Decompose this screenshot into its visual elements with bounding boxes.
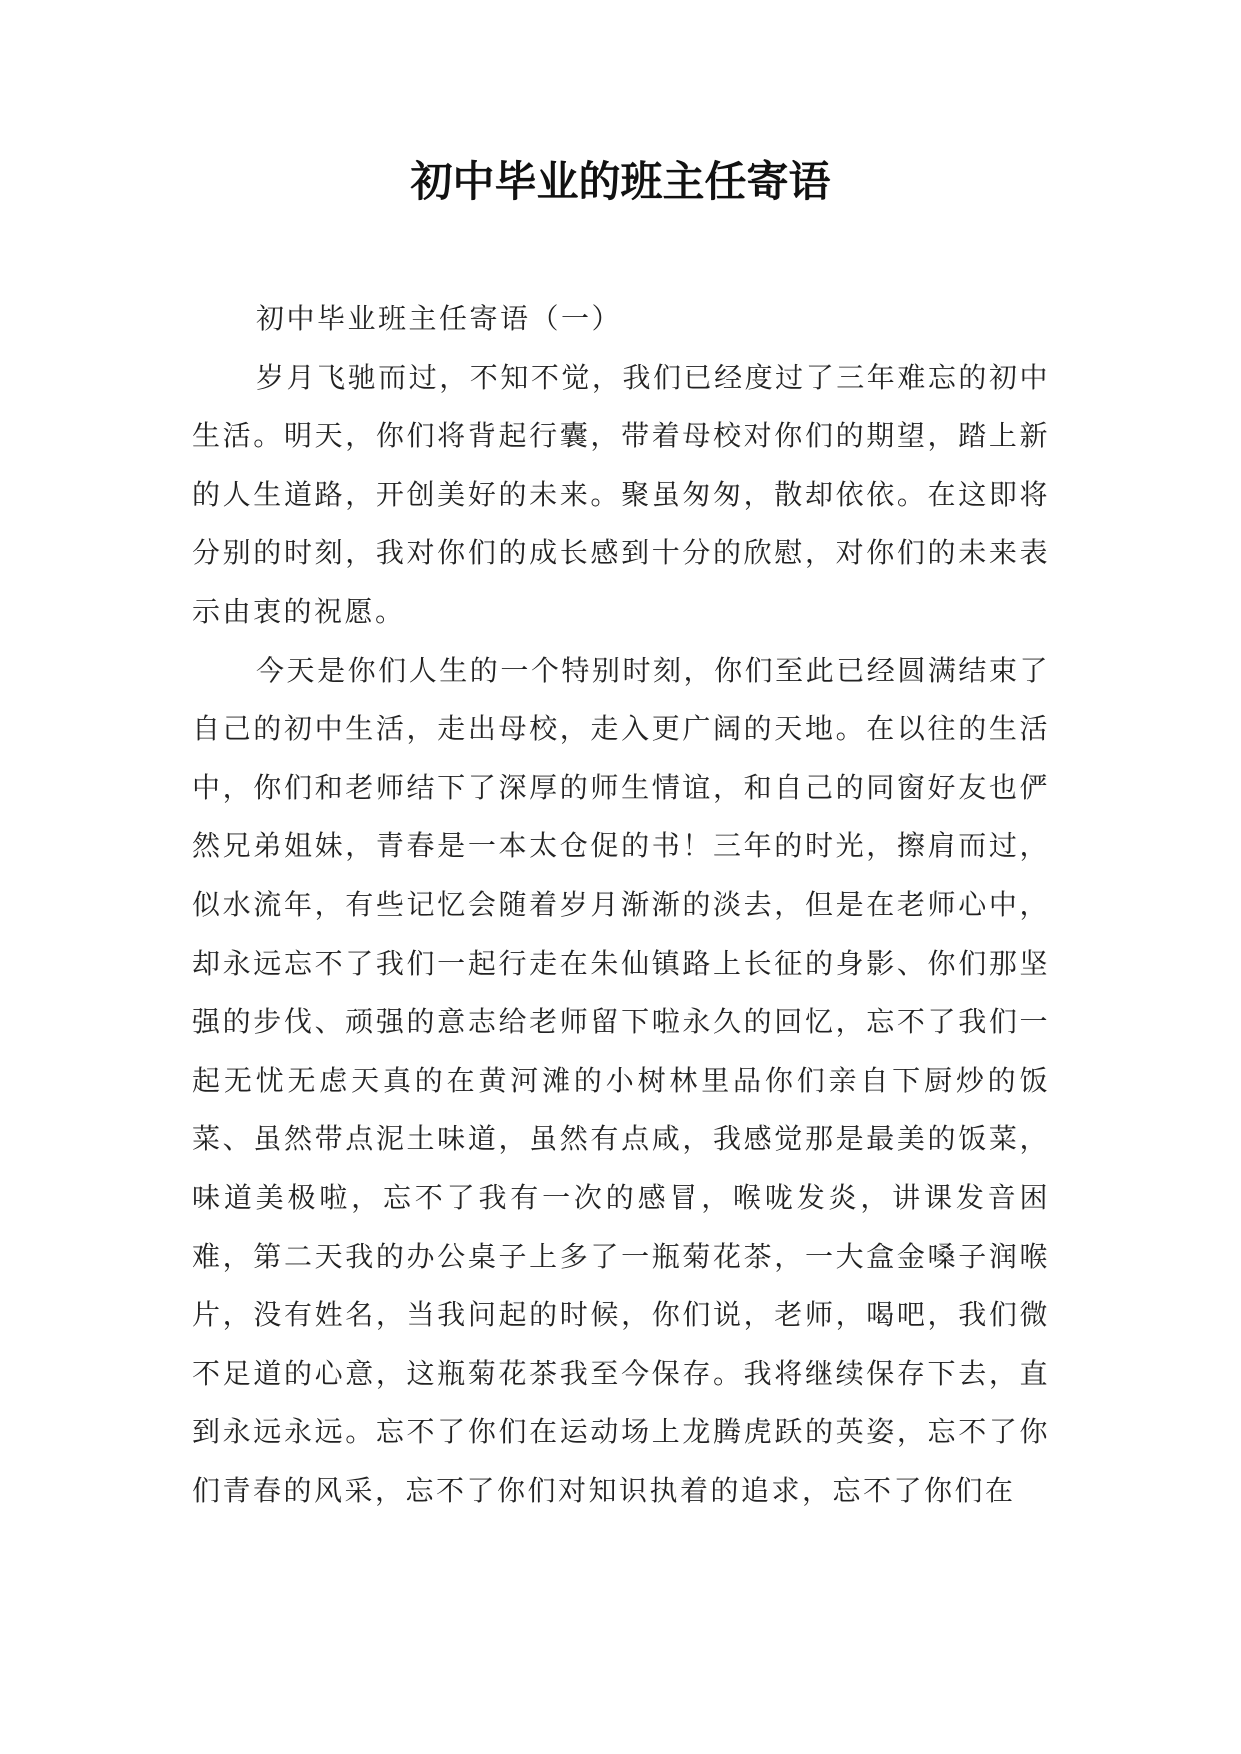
paragraph-2: 今天是你们人生的一个特别时刻，你们至此已经圆满结束了自己的初中生活，走出母校，走入更广阔的天地。在以往的生活中，你们和老师结下了深厚的师生情谊，和自己的同窗好友也俨然兄弟姐妹，青春是一本太仓促的书！三年的时光，擦肩而过，似水流年，有些记忆会随着岁月渐渐的淡去，但是在老师心中，却永远忘不了我们一起行走在朱仙镇路上长征的身影、你们那坚强的步伐、顽强的意志给老师留下啦永久的回忆，忘不了我们一起无忧无虑天真的在黄河滩的小树林里品你们亲自下厨炒的饭菜、虽然带点泥土味道，虽然有点咸，我感觉那是最美的饭菜，味道美极啦，忘不了我有一次的感冒，喉咙发炎，讲课发音困难，第二天我的办公桌子上多了一瓶菊花茶，一大盒金嗓子润喉片，没有姓名，当我问起的时候，你们说，老师，喝吧，我们微不足道的心意，这瓶菊花茶我至今保存。我将继续保存下去，直到永远永远。忘不了你们在运动场上龙腾虎跃的英姿，忘不了你们青春的风采，忘不了你们对知识执着的追求，忘不了你们在 [192,653,1050,1507]
document-title: 初中毕业的班主任寄语 [410,157,831,206]
paragraph-1: 岁月飞驰而过，不知不觉，我们已经度过了三年难忘的初中生活。明天，你们将背起行囊，带着母校对你们的期望，踏上新的人生道路，开创美好的未来。聚虽匆匆，散却依依。在这即将分别的时刻，我对你们的成长感到十分的欣慰，对你们的未来表示由衷的祝愿。 [192,360,1050,628]
document-body [192,290,1050,1520]
section-heading: 初中毕业班主任寄语（一） [256,302,623,335]
